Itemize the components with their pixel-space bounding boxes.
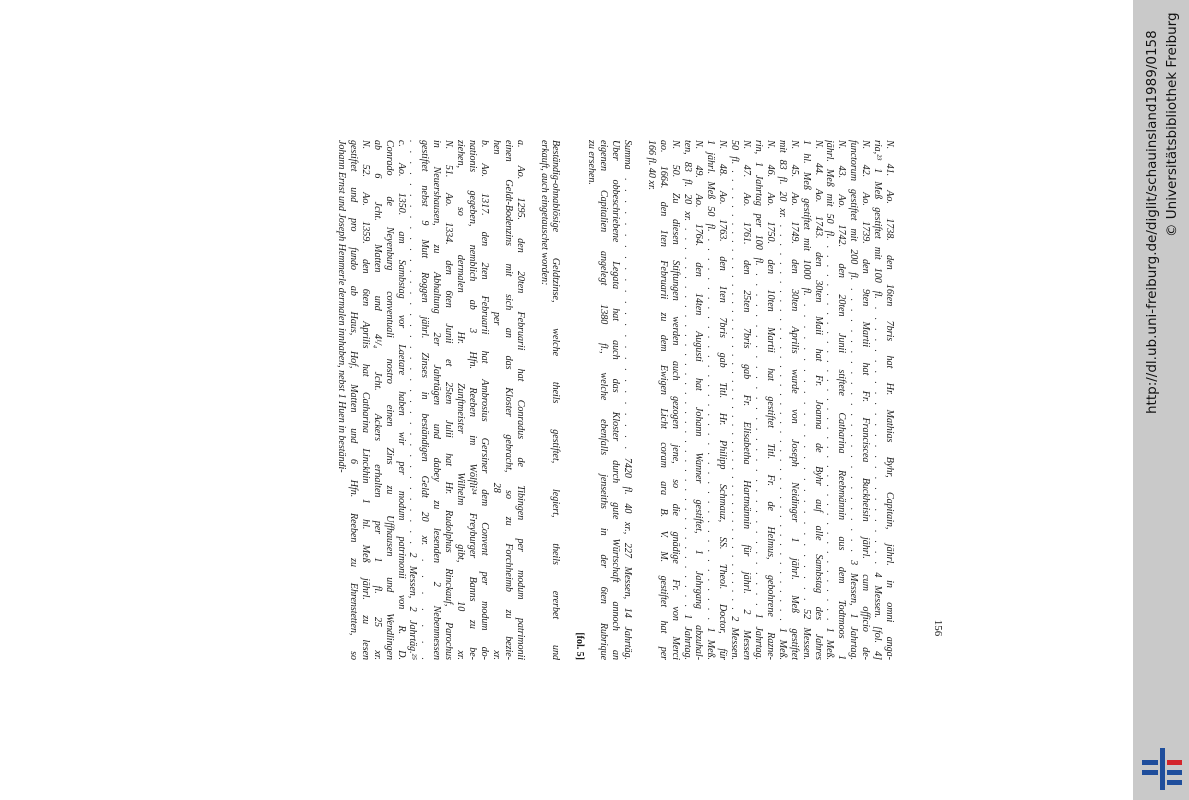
paragraph [335, 140, 526, 660]
text-line: Summa . . . . . . . . . . . . . . . . . . . . . . . . . 7420 fl. 40 xr., 227 Messen, 14 Jahrtäg. [621, 140, 633, 660]
text-line: N. 46. Ao. 1750. den 10ten Martii hat gestiftet Titl. Fr. de Helmus, gebohrene Razne- [764, 140, 776, 660]
text-line: N. 47. Ao. 1761. den 25ten 7bris gab Fr. Elisabetha Hartmännin für jährl. 2 Messen [741, 140, 753, 660]
text-line: functorum gestiftet mit 200 fl. . . . . . . . . . . . . . . . . . . . . . . . . . . 3 Messen, 1 Jahrtag. [848, 140, 860, 660]
text-line: ab 6 Jcht. Matten und 4¹/₄ Jcht. Ackers erhalten per 1 fl. 25 xr. [371, 140, 383, 660]
text-line: 166 fl. 40 xr. [645, 140, 657, 191]
text-line: ten, 83 fl. 20 xr. . . . . . . . . . . . . . . . . . . . . . . . . . . . . . . . . . . . . . . . . 1 Jahrtag. [681, 140, 693, 660]
folio-marker: [fol. 5] [574, 632, 586, 660]
paragraph [538, 140, 562, 660]
text-line: N. 45. Ao. 1749. den 30ten Aprilis wurde von Joseph Neidinger 1 jährl. Meß gestiftet [788, 140, 800, 660]
text-line: N. 41. Ao. 1738. den 16ten 7bris hat Hr. Mathias Byhr, Capitain, jährl. in omni anga- [884, 140, 895, 660]
sidebar-url-text[interactable]: http://dl.ub.uni-freiburg.de/diglit/schauinsland1989/0158 [1144, 30, 1160, 414]
paragraph-gap [526, 140, 538, 660]
text-line: N. 52. Ao. 1359. den 6ten Aprilis hat Catharina Linckhin 1 hl. Meß jährl. zu lesen [359, 140, 371, 660]
text-line: N. 43. Ao. 1742. den 20ten Junii stiftete Catharina Reebmännin aus dem Todtmoos 1 [836, 140, 848, 660]
text-line: rin, 1 Jahrtag per 100 fl. . . . . . . . . . . . . . . . . . . . . . . . . . . . . . . . . . 1 Jahrtag. [753, 140, 765, 660]
text-line: Über obbeschriebene Legata hat auch das Kloster durch gute Würtschaft annoch an [610, 140, 622, 660]
page-number: 156 [932, 619, 944, 637]
text-line: N. 49. Ao. 1764. den 14ten Augusti hat Johann Wanner gestiftet, 1 Jahrgang abzuhal- [693, 140, 705, 660]
sidebar-copyright [1162, 0, 1182, 800]
text-line: Conrado de Neyenburg conventuali nostro einen Zins zu Uffhausen und Wendlingen [383, 140, 395, 660]
text-line: eigenen Capitalien angelegt 1380 fl., welche ebenfalls jenseiths in der 6ten Rubrique [598, 140, 610, 660]
text-line: 50 fl. . . . . . . . . . . . . . . . . . . . . . . . . . . . . . . . . . . . . . . . . . . . . . . . . . . . 2 Messen. [729, 140, 741, 660]
document-text [195, 140, 895, 660]
text-line: gestiftet und pro fundo ab Haus, Hof, Matten und 6 Hfn. Reeben zu Ehrenstetten, so [347, 140, 359, 660]
text-line: nationis gegeben, nemblich ab 3 Hfn. Reeben im Wölfli²⁴ Freyburger Banns zu be- [467, 140, 478, 660]
paragraph-gap [561, 140, 573, 660]
text-line: ao. 1664. den 1ten Februarii zu dem Ewigen Licht coram ara B. V. M. gestiftet hat per [657, 140, 669, 660]
text-line: einen Geldt-Bodenzins mit sich an das Kloster gebracht, so zu Forchheimb zu bezie- [502, 140, 514, 660]
text-line: N. 51. Ao. 1334. den 6ten Junii et 25ten Julii hat Hr. Rudolphus Rinckauf, Parochus [443, 140, 455, 660]
text-line: hen per 28 xr. [490, 140, 502, 660]
text-line: ziehen, so dermalen Hr. Zunftmeister Wilhelm gibt, 10 xr. [455, 140, 467, 660]
text-line: ria,²³ 1 Meß gestiftet mit 100 fl. . . . . . . . . . . . . . . . . . . . . . . . . . 4 Messen. [fol. 4] [872, 140, 884, 660]
text-line: N. 42. Ao. 1739. den 9ten Martii hat Fr. Franciscea Buckheisin jährl. cum officio de- [860, 140, 872, 660]
text-line: N. 44. Ao. 1743. den 30ten Maii hat Fr. Joanna de Byhr auf alle Sambstag des Jahres [812, 140, 824, 660]
text-line: Johann Ernst und Joseph Hemmerle dermalen innhaben, nebst 1 Huen in beständi- [336, 140, 348, 473]
text-line: N. 50. Zu diesen Stiftungen werden auch gezogen jene, so die gnädige Fr. von Merci [669, 140, 681, 660]
library-logo-icon [1140, 746, 1184, 792]
text-line: 1 jährl. Meß 50 fl. . . . . . . . . . . . . . . . . . . . . . . . . . . . . . . . . . . . . . . . . 1 Meß. [705, 140, 717, 660]
text-line: N. 48. Ao. 1763. den 1ten 7bris gab Titl. Hr. Philipp Schmauz, SS. Theol. Doctor, für [717, 140, 729, 660]
text-line: a. Ao. 1295. den 20ten Februarii hat Conradus de Tibingen per modum patrimonii [514, 140, 526, 660]
paragraph-gap [633, 140, 645, 660]
text-line: zu ersehen. [586, 140, 598, 185]
sidebar-url-link[interactable] [1142, 0, 1162, 800]
text-line: mit 83 fl. 20 xr. . . . . . . . . . . . . . . . . . . . . . . . . . . . . . . . . . . . . . . . . . . . 1 Meß. [776, 140, 788, 660]
paragraph [645, 140, 895, 660]
sidebar-copyright-text: © Universitätsbibliothek Freiburg [1164, 12, 1180, 237]
text-line: gestiftet nebst 9 Mutt Roggen jährl. Zinses in beständigen Geldt 20 xr. . . . . . . . [419, 140, 431, 660]
text-line: in Neuershausen, zu Abhaltung 2er Jahrtägen und dabey zu lesenden 2 Nebenmessen [431, 140, 443, 660]
text-line: c. Ao. 1350. am Sambstag vor Laetare haben wir per modum patrimonii von R. D. [395, 140, 407, 660]
text-line: erkauft, auch eingetauschet worden: [538, 140, 550, 286]
text-line: jährl. Meß mit 50 fl. . . . . . . . . . . . . . . . . . . . . . . . . . . . . . . . . . . . . . . . . 1 Meß. [824, 140, 836, 660]
paragraph [573, 140, 633, 660]
text-line: Beständig-ohnablösige Geldtzinse, welche theils gestiftet, legiert, theils ererbet und [550, 140, 562, 660]
text-line: . . . . . . . . . . . . . . . . . . . . . . . . . . . . . . . . . . . . . . 2 Messen, 2 Jahrtäg.²⁵ [407, 140, 419, 660]
text-line: b. Ao. 1317. den 2ten Februarii hat Ambrosius Gersiner dem Convent per modum do- [478, 140, 490, 660]
text-line: 1 hl. Meß gestiftet mit 1000 fl. . . . . . . . . . . . . . . . . . . . . . . . . . . . . 52 Messen. [800, 140, 812, 660]
